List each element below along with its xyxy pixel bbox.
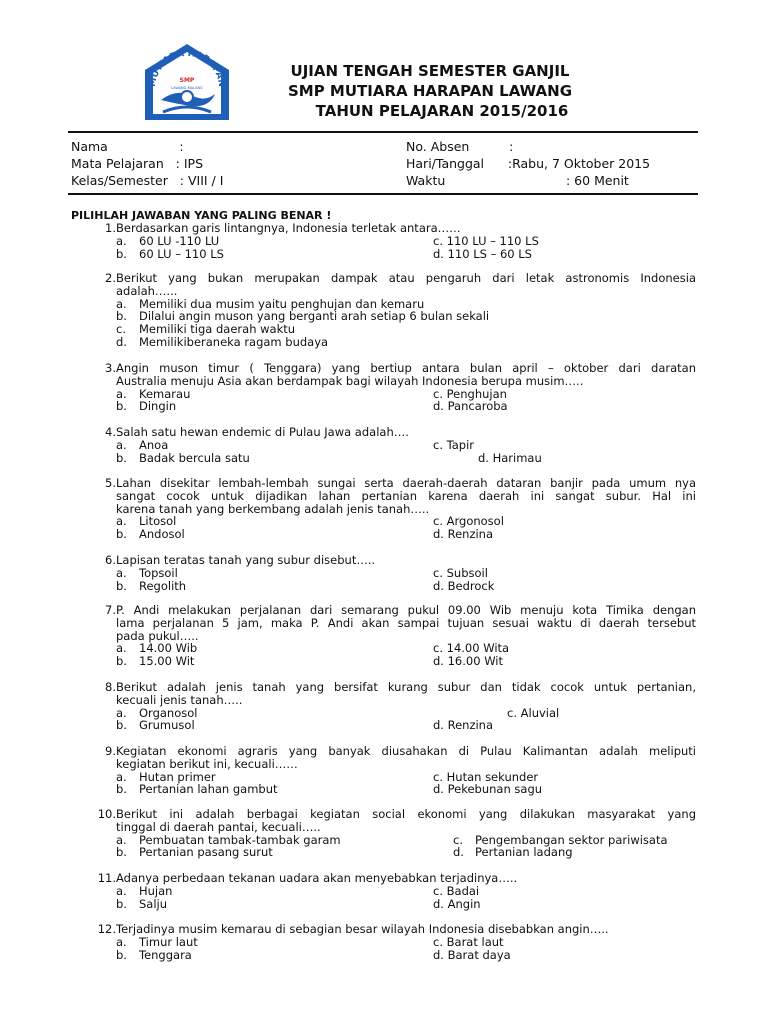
- option-text: Salju: [139, 896, 168, 911]
- option-right: c. Subsoil: [433, 565, 488, 580]
- question-text-line: karena tanah yang berkembang adalah jenis tanah…..: [116, 501, 430, 516]
- option-letter: b.: [116, 654, 127, 669]
- question-text-line: lama perjalanan 5 jam, maka P. Andi akan sampai tujuan sesuai waktu di daerah tersebut: [116, 615, 696, 630]
- question-text-line: tinggal di daerah pantai, kecuali…..: [116, 819, 321, 834]
- option-right: d. Angin: [433, 896, 481, 911]
- option-text: Memiliki dua musim yaitu penghujan dan kemaru: [139, 296, 425, 311]
- option-right: d. Renzina: [433, 718, 494, 733]
- option-letter: b.: [116, 399, 127, 414]
- option-right: d. Pancaroba: [433, 399, 508, 414]
- option-row: [71, 580, 696, 593]
- option-right: d. Bedrock: [433, 578, 495, 593]
- question-3: [71, 362, 696, 413]
- option-row: [71, 452, 696, 465]
- option-right: d. Harimau: [478, 450, 542, 465]
- question-text-line: Berikut ini adalah berbagai kegiatan social ekonomi yang dilakukan masyarakat yang: [116, 807, 696, 821]
- field-nama: Nama :: [71, 139, 184, 154]
- option-letter: b.: [116, 845, 127, 860]
- question-text-line: Berikut yang bukan merupakan dampak atau pengaruh dari letak astronomis Indonesia: [116, 271, 696, 285]
- option-right: c. Hutan sekunder: [433, 769, 539, 784]
- option-letter: c.: [453, 832, 463, 847]
- question-number: 5.: [105, 476, 116, 490]
- question-text-line: kecuali jenis tanah…..: [116, 692, 243, 707]
- option-text: Badak bercula satu: [139, 450, 250, 465]
- question-number: 8.: [105, 680, 116, 694]
- question-text-line: Lahan disekitar lembah-lembah sungai serta daerah-daerah dataran banjir pada umum nya: [116, 476, 696, 490]
- option-letter: a.: [116, 233, 127, 248]
- option-text: 14.00 Wib: [139, 641, 198, 656]
- question-number: 9.: [105, 744, 116, 758]
- question-text-line: Adanya perbedaan tekanan uadara akan menyebabkan terjadinya…..: [116, 871, 518, 885]
- option-text: Memilikiberaneka ragam budaya: [139, 334, 329, 349]
- option-letter: c.: [116, 322, 126, 337]
- option-right: d. Barat daya: [433, 947, 511, 962]
- option-text: Tenggara: [139, 947, 192, 962]
- logo-smp-text: SMP: [179, 77, 195, 84]
- option-row: [71, 719, 696, 732]
- option-letter: a.: [116, 934, 127, 949]
- option-right: c. Badai: [433, 883, 480, 898]
- field-waktu-label: Waktu: [406, 173, 446, 188]
- question-2: [71, 272, 696, 349]
- option-letter: a.: [116, 641, 127, 656]
- option-row: [71, 885, 696, 898]
- question-12: [71, 923, 696, 961]
- option-letter: b.: [116, 246, 127, 261]
- option-text: Grumusol: [139, 718, 195, 733]
- option-row: [71, 336, 696, 349]
- option-letter: a.: [116, 514, 127, 529]
- option-letter: a.: [116, 437, 127, 452]
- question-text-line: pada pukul…..: [116, 628, 199, 643]
- option-row: [71, 567, 696, 580]
- option-text: Hutan primer: [139, 769, 216, 784]
- question-text-line: kegiatan berikut ini, kecuali……: [116, 756, 298, 771]
- option-right: d. 16.00 Wit: [433, 654, 504, 669]
- option-text: Litosol: [139, 514, 177, 529]
- field-no-absen: No. Absen :: [406, 139, 514, 154]
- option-text: Dilalui angin muson yang berganti arah setiap 6 bulan sekali: [139, 309, 490, 324]
- option-row: [71, 400, 696, 413]
- option-text: Regolith: [139, 578, 187, 593]
- option-right: c. Barat laut: [433, 934, 504, 949]
- question-text-line: Angin muson timur ( Tenggara) yang bertiup antara bulan april – oktober dari daratan: [116, 361, 696, 375]
- question-text-line: Lapisan teratas tanah yang subur disebut…..: [116, 553, 376, 567]
- option-text: Timur laut: [139, 934, 198, 949]
- question-9: [71, 745, 696, 796]
- option-right: c. Penghujan: [433, 386, 507, 401]
- logo-bottom-text: LAWANG-MALANG: [171, 86, 203, 90]
- option-row: [71, 783, 696, 796]
- option-text: Organosol: [139, 705, 198, 720]
- field-kelas-semester: Kelas/Semester : VIII / I: [71, 173, 224, 188]
- question-6: [71, 554, 696, 592]
- option-text: Dingin: [139, 399, 177, 414]
- option-right: d. Pekebunan sagu: [433, 782, 543, 797]
- option-letter: b.: [116, 947, 127, 962]
- option-row: [71, 846, 696, 859]
- option-row: [71, 936, 696, 949]
- option-text: Andosol: [139, 527, 185, 542]
- field-hari-tanggal: Hari/Tanggal :Rabu, 7 Oktober 2015: [406, 156, 651, 171]
- instruction: PILIHLAH JAWABAN YANG PALING BENAR !: [71, 209, 332, 222]
- option-letter: b.: [116, 718, 127, 733]
- header-divider-top: [68, 131, 698, 133]
- option-text: Hujan: [139, 883, 173, 898]
- option-row: [71, 528, 696, 541]
- academic-year: TAHUN PELAJARAN 2015/2016: [315, 102, 569, 120]
- option-row: [71, 655, 696, 668]
- option-letter: a.: [116, 386, 127, 401]
- option-text: Pertanian lahan gambut: [139, 782, 278, 797]
- option-right: c. Argonosol: [433, 514, 504, 529]
- question-11: [71, 872, 696, 910]
- question-7: [71, 604, 696, 668]
- question-10: [71, 808, 696, 859]
- field-waktu-value: : 60 Menit: [566, 173, 629, 188]
- question-text-line: adalah…...: [116, 283, 178, 298]
- question-number: 6.: [105, 553, 116, 567]
- question-text-line: Terjadinya musim kemarau di sebagian besar wilayah Indonesia disebabkan angin…..: [116, 922, 609, 936]
- option-letter: a.: [116, 883, 127, 898]
- option-letter: a.: [116, 832, 127, 847]
- option-letter: b.: [116, 450, 127, 465]
- option-right: d. 110 LS – 60 LS: [433, 246, 532, 261]
- question-text-line: Kegiatan ekonomi agraris yang banyak diusahakan di Pulau Kalimantan adalah meliputi: [116, 744, 696, 758]
- option-row: [71, 439, 696, 452]
- option-row: [71, 898, 696, 911]
- option-text: Memiliki tiga daerah waktu: [139, 322, 296, 337]
- option-letter: b.: [116, 309, 127, 324]
- option-text: Pertanian ladang: [475, 845, 573, 860]
- exam-title: UJIAN TENGAH SEMESTER GANJIL: [290, 62, 570, 80]
- option-letter: a.: [116, 565, 127, 580]
- option-text: Pengembangan sektor pariwisata: [475, 832, 668, 847]
- option-right: d. Renzina: [433, 527, 494, 542]
- option-text: Anoa: [139, 437, 169, 452]
- option-right: c. 14.00 Wita: [433, 641, 510, 656]
- option-row: [71, 949, 696, 962]
- logo-ring-text: MUTIARA HARAPAN: [147, 48, 227, 88]
- question-text-line: Salah satu hewan endemic di Pulau Jawa adalah….: [116, 425, 409, 439]
- question-8: [71, 681, 696, 732]
- option-letter: b.: [116, 527, 127, 542]
- question-text-line: P. Andi melakukan perjalanan dari semarang pukul 09.00 Wib menuju kota Timika dengan: [116, 603, 696, 617]
- option-letter: a.: [116, 296, 127, 311]
- header-divider-bottom: [68, 193, 698, 195]
- question-number: 2.: [105, 271, 116, 285]
- question-number: 3.: [105, 361, 116, 375]
- option-letter: b.: [116, 782, 127, 797]
- question-number: 11.: [97, 871, 116, 885]
- question-1: [71, 222, 696, 260]
- school-logo: [137, 40, 237, 126]
- field-mata-pelajaran: Mata Pelajaran : IPS: [71, 156, 204, 171]
- question-4: [71, 426, 696, 464]
- question-number: 4.: [105, 425, 116, 439]
- option-letter: d.: [453, 845, 464, 860]
- question-number: 7.: [105, 603, 116, 617]
- question-number: 1.: [105, 221, 116, 235]
- option-text: 15.00 Wit: [139, 654, 195, 669]
- question-number: 12.: [97, 922, 116, 936]
- question-text-line: Berikut adalah jenis tanah yang bersifat kurang subur dan tidak cocok untuk pertanian,: [116, 680, 696, 694]
- question-text-line: Berdasarkan garis lintangnya, Indonesia terletak antara……: [116, 221, 461, 235]
- option-right: c. Tapir: [433, 437, 475, 452]
- option-text: Kemarau: [139, 386, 191, 401]
- option-letter: a.: [116, 769, 127, 784]
- question-number: 10.: [97, 807, 116, 821]
- option-text: Pembuatan tambak-tambak garam: [139, 832, 341, 847]
- option-text: 60 LU – 110 LS: [139, 246, 224, 261]
- option-row: [71, 235, 696, 248]
- option-right: c. 110 LU – 110 LS: [433, 233, 539, 248]
- school-name: SMP MUTIARA HARAPAN LAWANG: [287, 82, 573, 100]
- question-text-line: sangat cocok untuk dijadikan lahan pertanian karena daerah ini sangat subur. Hal ini: [116, 488, 696, 503]
- option-letter: b.: [116, 896, 127, 911]
- option-row: [71, 248, 696, 261]
- option-text: Pertanian pasang surut: [139, 845, 273, 860]
- option-letter: a.: [116, 705, 127, 720]
- option-letter: b.: [116, 578, 127, 593]
- option-text: 60 LU -110 LU: [139, 233, 220, 248]
- option-text: Topsoil: [139, 565, 178, 580]
- question-5: [71, 477, 696, 541]
- option-right: c. Aluvial: [507, 705, 560, 720]
- option-letter: d.: [116, 334, 127, 349]
- question-text-line: Australia menuju Asia akan berdampak bagi wilayah Indonesia berupa musim…..: [116, 373, 584, 388]
